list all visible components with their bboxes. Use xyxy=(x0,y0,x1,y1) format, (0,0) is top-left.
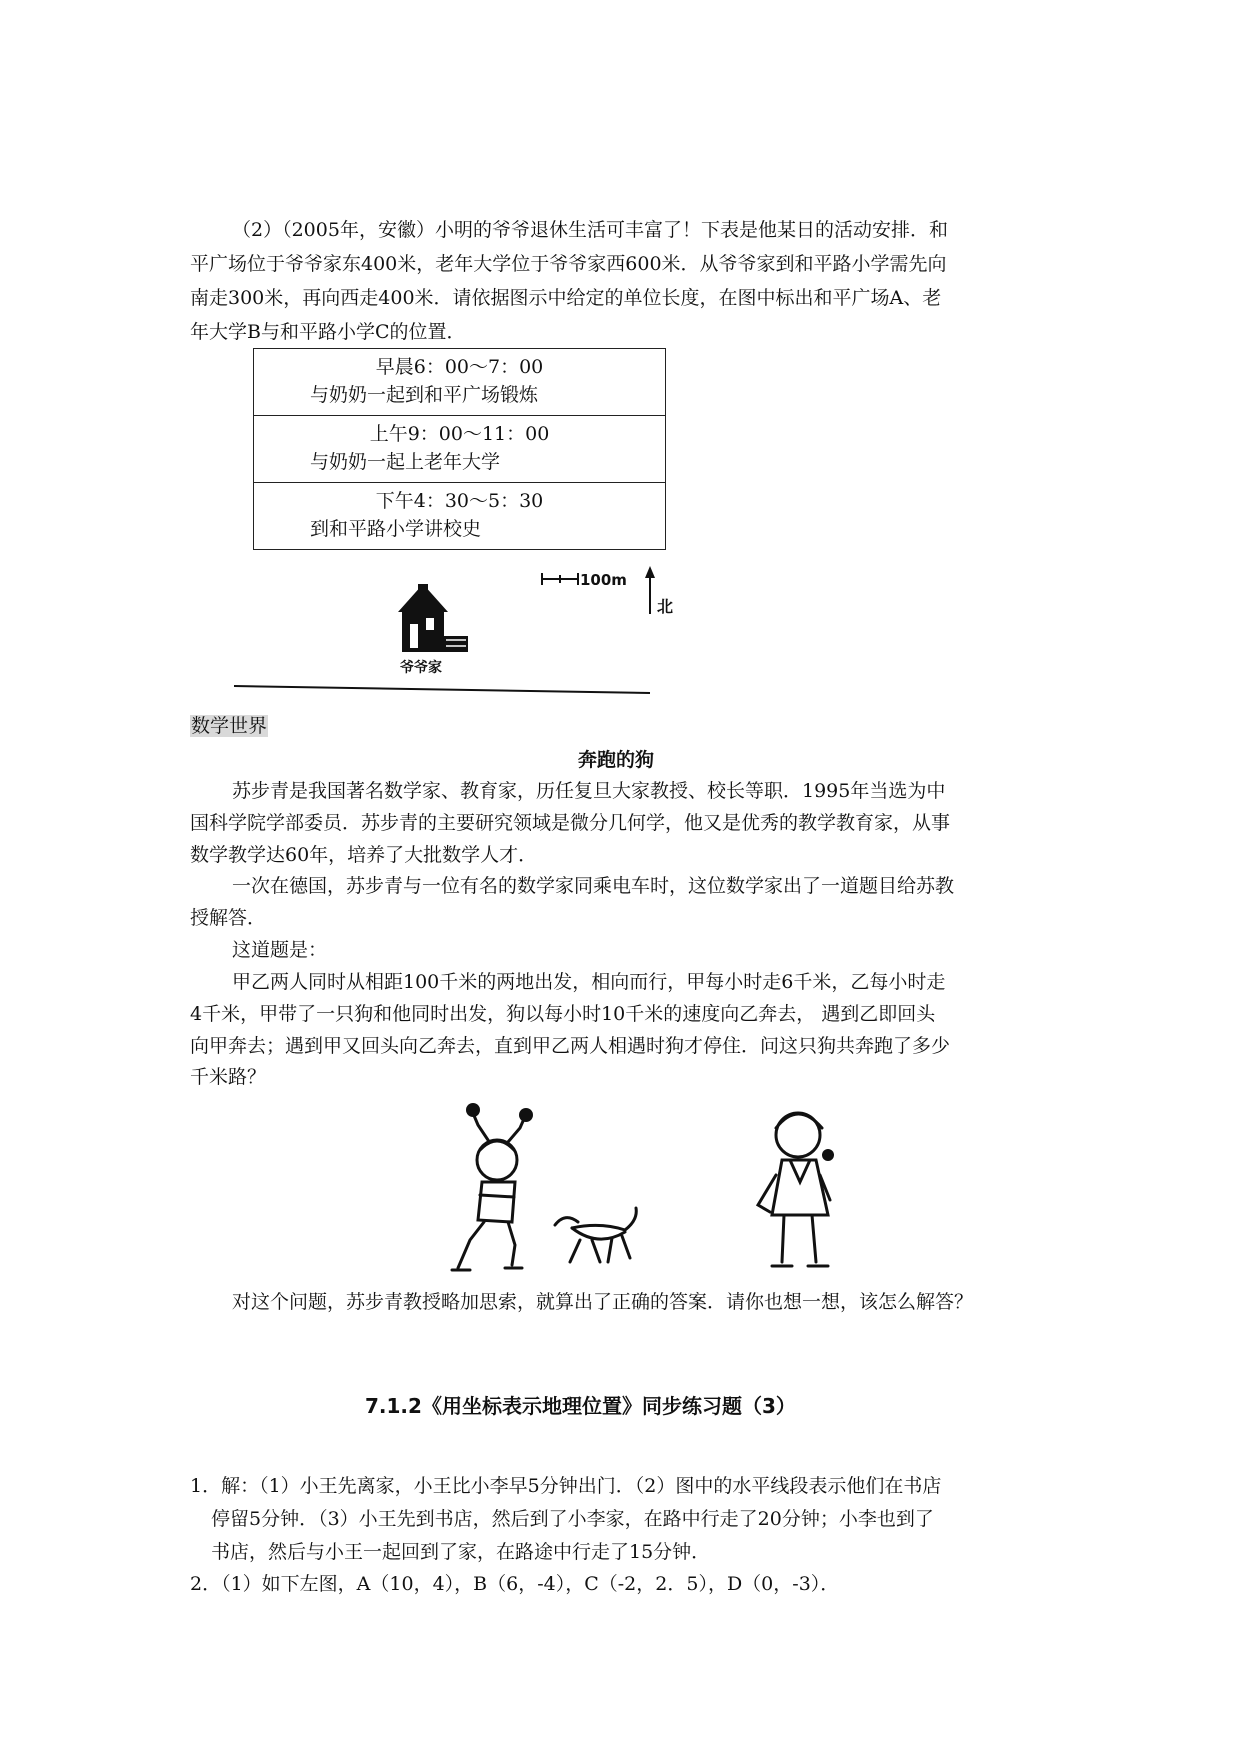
para2-line-1: 一次在德国，苏步青与一位有名的数学家同乘电车时，这位数学家出了一道题目给苏教 xyxy=(232,875,955,897)
schedule-table xyxy=(253,348,666,550)
house-label: 爷爷家 xyxy=(400,660,442,676)
schedule-time: 下午4：30～5：30 xyxy=(375,490,544,512)
schedule-activity: 与奶奶一起到和平广场锻炼 xyxy=(310,384,539,406)
house-icon xyxy=(398,584,468,652)
north-label: 北 xyxy=(657,597,674,616)
child-a-icon xyxy=(452,1106,527,1270)
child-b-icon xyxy=(758,1113,830,1266)
para4-line-4: 千米路？ xyxy=(190,1066,267,1088)
problem2-line-3: 南走300米，再向西走400米．请依据图示中给定的单位长度，在图中标出和平广场A、老 xyxy=(190,287,942,309)
scale-label: 100m xyxy=(580,571,627,589)
north-arrow-icon xyxy=(645,566,655,614)
problem2-line-2: 平广场位于爷爷家东400米，老年大学位于爷爷家西600米．从爷爷家到和平路小学需先向 xyxy=(190,253,947,275)
schedule-row xyxy=(254,416,666,483)
para4-line-2: 4千米，甲带了一只狗和他同时出发，狗以每小时10千米的速度向乙奔去， 遇到乙即回头 xyxy=(190,1003,936,1025)
para1-line-2: 国科学院学部委员．苏步青的主要研究领域是微分几何学，他又是优秀的教学教育家，从事 xyxy=(190,812,951,834)
math-world-label: 数学世界 xyxy=(191,715,268,737)
answer1-line-2: 停留5分钟．（3）小王先到书店，然后到了小李家，在路中行走了20分钟；小李也到了 xyxy=(211,1508,934,1530)
problem2-line-1: （2）（2005年，安徽）小明的爷爷退休生活可丰富了！下表是他某日的活动安排．和 xyxy=(232,219,948,241)
schedule-time: 早晨6：00～7：00 xyxy=(375,356,544,378)
answers-heading: 7.1.2《用坐标表示地理位置》同步练习题（3） xyxy=(365,1394,796,1418)
para2-line-2: 授解答． xyxy=(190,907,267,929)
para1-line-1: 苏步青是我国著名数学家、教育家，历任复旦大家教授、校长等职．1995年当选为中 xyxy=(232,780,946,802)
schedule-activity: 与奶奶一起上老年大学 xyxy=(310,451,501,473)
article-title: 奔跑的狗 xyxy=(578,749,655,771)
dog-icon xyxy=(555,1208,636,1262)
para1-line-3: 数学教学达60年，培养了大批数学人才． xyxy=(190,844,538,866)
answer2-line-1: 2．（1）如下左图，A（10，4），B（6，-4），C（-2，2．5），D（0，-3）． xyxy=(190,1573,840,1595)
road-line xyxy=(234,686,650,693)
scale-bar xyxy=(542,573,578,585)
answer1-line-1: 1．解：（1）小王先离家，小王比小李早5分钟出门．（2）图中的水平线段表示他们在书店 xyxy=(190,1475,942,1497)
para4-line-1: 甲乙两人同时从相距100千米的两地出发，相向而行，甲每小时走6千米，乙每小时走 xyxy=(232,971,946,993)
schedule-activity: 到和平路小学讲校史 xyxy=(310,518,482,540)
para4-line-3: 向甲奔去；遇到甲又回头向乙奔去，直到甲乙两人相遇时狗才停住．问这只狗共奔跑了多少 xyxy=(190,1035,951,1057)
problem2-line-4: 年大学B与和平路小学C的位置． xyxy=(190,321,466,343)
schedule-row xyxy=(254,349,666,416)
para5: 对这个问题，苏步青教授略加思索，就算出了正确的答案．请你也想一想，该怎么解答？ xyxy=(232,1291,974,1313)
schedule-row xyxy=(254,483,666,550)
section-label xyxy=(190,712,268,740)
answer1-line-3: 书店，然后与小王一起回到了家，在路途中行走了15分钟． xyxy=(211,1541,711,1563)
para3: 这道题是： xyxy=(232,939,328,961)
schedule-time: 上午9：00～11：00 xyxy=(369,423,550,445)
